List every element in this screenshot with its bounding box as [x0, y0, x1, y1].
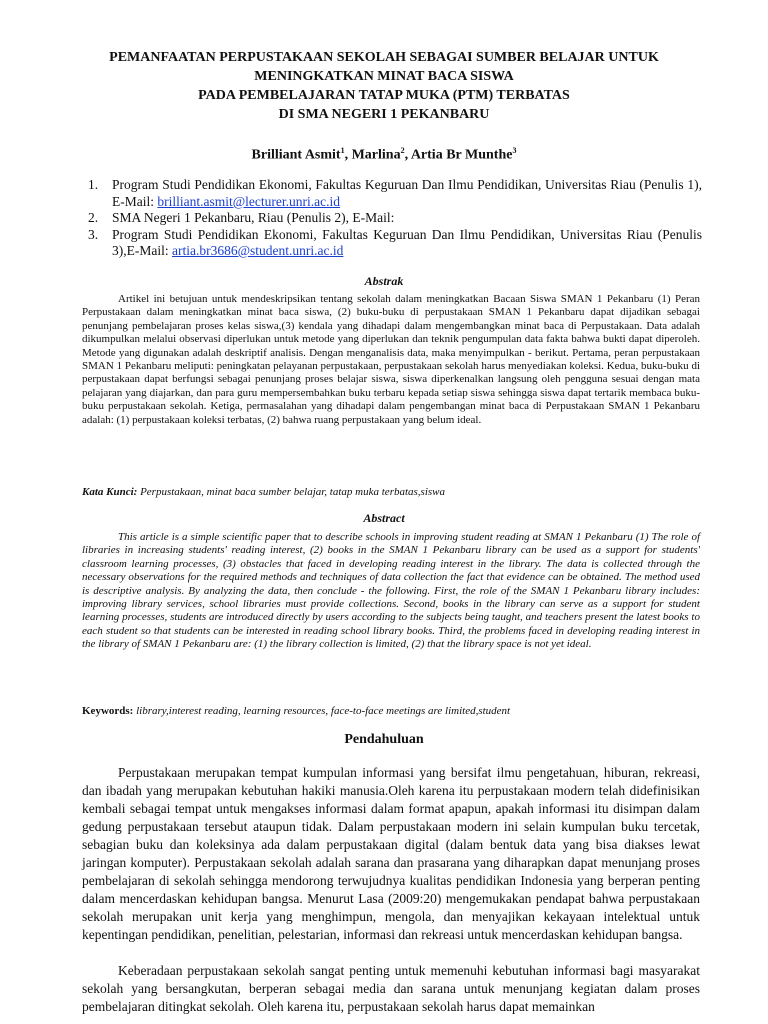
affiliation-item: [82, 227, 702, 260]
affiliation-item: [82, 177, 702, 210]
abstrak-heading: Abstrak: [364, 274, 404, 288]
affiliation-text: Program Studi Pendidikan Ekonomi, Fakultas Keguruan Dan Ilmu Pendidikan, Universitas Riau (Penulis 1), E-Mail:: [112, 177, 702, 209]
abstract-heading: Abstract: [363, 511, 405, 525]
affiliation-item: [82, 210, 702, 227]
title-line: DI SMA NEGERI 1 PEKANBARU: [278, 107, 490, 122]
email-link[interactable]: artia.br3686@student.unri.ac.id: [172, 243, 344, 258]
affiliation-number: 3.: [88, 226, 99, 242]
author-superscript: 2: [400, 146, 405, 155]
affiliation-number: 1.: [88, 177, 99, 192]
author-list: [40, 146, 728, 164]
abstrak-text: Artikel ini betujuan untuk mendeskripsikan tentang sekolah dalam meningkatkan Bacaan Siswa SMAN 1 Pekanbaru (1) Peran Perpustakaan dalam meningkatkan minat baca siswa, (2) buku-buku di perpustakaan SMAN 1 Pekanbaru dapat dijadikan sebagai penunjang pembelajaran proses kelas siswa,(3) kendala yang dihadapi dalam mengembangkan minat baca di Perpustakaan. Data adalah dikumpulkan melalui observasi diperlukan untuk metode yang diperlukan dan teknik pengumpulan data fakta bahwa bukti dapat diperoleh. Metode yang digunakan adalah deskriptif analisis. Dengan menganalisis data, maka menyimpulkan - berikut. Pertama, peran perpustakaan SMAN 1 Pekanbaru meliputi: peningkatan pelayanan perpustakaan, perpustakaan sekolah harus menyediakan koleksi. Kedua, buku-buku di perpustakaan dapat berfungsi sebagai penunjang proses belajar siswa, siswa diperkenalkan langsung oleh pengguna sesuai dengan mata pelajaran yang diajarkan, dan para guru mempersembahkan buku terbaru kepada setiap siswa sehingga siswa dapat tertarik membaca buku-buku perpustakaan sekolah. Ketiga, permasalahan yang dihadapi dalam pengembangan minat baca di Perpustakaan SMAN 1 Pekanbaru adalah: (1) perpustakaan koleksi terbatas, (2) bahwa ruang perpustakaan yang belum ideal.: [82, 293, 700, 426]
title-line: PEMANFAATAN PERPUSTAKAAN SEKOLAH SEBAGAI SUMBER BELAJAR UNTUK: [109, 50, 659, 65]
kata-kunci-value: Perpustakaan, minat baca sumber belajar, tatap muka terbatas,siswa: [137, 486, 446, 498]
kata-kunci-label: Kata Kunci:: [82, 486, 138, 498]
title-line: PADA PEMBELAJARAN TATAP MUKA (PTM) TERBATAS: [198, 88, 570, 103]
keywords-label: Keywords:: [82, 705, 134, 717]
affiliation-text: SMA Negeri 1 Pekanbaru, Riau (Penulis 2), E-Mail:: [112, 210, 395, 225]
abstract-text: This article is a simple scientific paper that to describe schools in improving student reading at SMAN 1 Pekanbaru (1) The role of libraries in increasing students' reading interest, (2) books in the SMAN 1 Pekanbaru library can be used as a support for students' classroom learning processes, (3) obstacles that faced in developing reading interest in the library. The data is collected through the necessary observations for the required methods and techniques of data collection the fact that evidence can be obtained. The method used is descriptive analysis. By analyzing the data, then conclude - the following. First, the role of the SMAN 1 Pekanbaru library includes: improving library services, school libraries must provide collections. Second, books in the library can serve as a support for student learning processes, students are introduced directly by users according to the subjects being taught, and teachers present the latest books to each student so that students can be interested in reading school library books. Third, the problems faced in developing reading interest in the library of SMAN 1 Pekanbaru are: (1) the library collection is limited, (2) that the library space is not yet ideal.: [82, 531, 700, 651]
email-link[interactable]: brilliant.asmit@lecturer.unri.ac.id: [157, 193, 341, 209]
author-name: , Artia Br Munthe: [404, 147, 513, 163]
paper-title: [40, 48, 728, 124]
keywords-value: library,interest reading, learning resources, face-to-face meetings are limited,student: [133, 705, 511, 717]
affiliation-list: [82, 177, 702, 260]
pendahuluan-heading: Pendahuluan: [344, 732, 424, 747]
title-line: MENINGKATKAN MINAT BACA SISWA: [254, 69, 514, 84]
body-paragraph: Perpustakaan merupakan tempat kumpulan informasi yang bersifat ilmu pengetahuan, hiburan, rekreasi, dan ibadah yang merupakan kebutuhan hakiki manusia.Oleh karena itu perpustakaan modern telah didefinisikan kembali sebagai tempat untuk mengakses informasi dalam format apapun, apakah informasi itu disimpan dalam gedung perpustakaan tersebut ataupun tidak. Dalam perpustakaan modern ini selain kumpulan buku tercetak, sebagian buku dan koleksinya ada dalam perpustakaan digital (dalam bentuk data yang bisa diakses lewat jaringan komputer). Perpustakaan sekolah adalah sarana dan prasarana yang diharapkan dapat menunjang proses pembelajaran di sekolah sehingga mendorong terwujudnya kualitas pendidikan Indonesia yang berperan penting dalam mencerdaskan kehidupan bangsa. Menurut Lasa (2009:20) mengemukakan pendapat bahwa perpustakaan sekolah merupakan unit kerja yang menghimpun, mengola, dan menyajikan kekayaan intelektual untuk kepentingan pendidikan, penelitian, pelestarian, informasi dan rekreasi untuk mencerdaskan kehidupan bangsa.: [82, 765, 700, 942]
author-name: , Marlina: [344, 147, 401, 163]
kata-kunci: [82, 486, 700, 498]
body-paragraph: Keberadaan perpustakaan sekolah sangat penting untuk memenuhi kebutuhan informasi bagi masyarakat sekolah yang bersangkutan, berperan sebagai media dan sarana untuk menunjang kegiatan dalam proses pembelajaran ditingkat sekolah. Oleh karena itu, perpustakaan sekolah harus dapat memainkan: [82, 963, 700, 1014]
author-superscript: 1: [340, 146, 345, 155]
author-superscript: 3: [512, 146, 517, 155]
affiliation-number: 2.: [88, 210, 99, 225]
keywords: [82, 705, 700, 717]
affiliation-text: Program Studi Pendidikan Ekonomi, Fakultas Keguruan Dan Ilmu Pendidikan, Universitas Riau (Penulis 3),E-Mail:: [112, 226, 702, 258]
author-name: Brilliant Asmit: [251, 147, 341, 163]
